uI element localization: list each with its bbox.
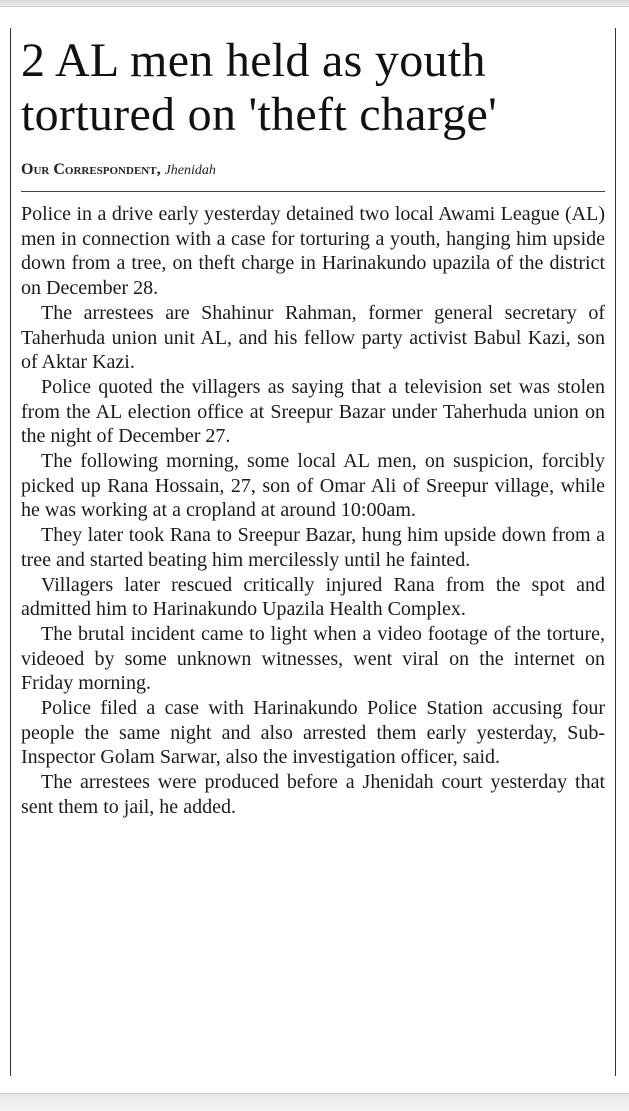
- article-paragraph: The arrestees are Shahinur Rahman, former general secretary of Taherhuda union unit AL, and his fellow party activist Babul Kazi, son of Aktar Kazi.: [21, 301, 605, 374]
- byline-divider: [21, 191, 605, 192]
- article-paragraph: They later took Rana to Sreepur Bazar, hung him upside down from a tree and started beating him mercilessly until he fainted.: [21, 524, 605, 571]
- article-paragraph: Villagers later rescued critically injured Rana from the spot and admitted him to Harinakundo Upazila Health Complex.: [21, 573, 605, 621]
- article-body: [21, 202, 605, 820]
- byline-author: Our Correspondent,: [21, 161, 161, 178]
- article-paragraph: Police quoted the villagers as saying that a television set was stolen from the AL election office at Sreepur Bazar under Taherhuda union on the night of December 27.: [21, 375, 605, 448]
- byline-dateline: Jhenidah: [164, 163, 216, 178]
- page-top-border: [0, 0, 629, 7]
- article-headline: 2 AL men held as youth tortured on 'theft charge': [21, 34, 498, 141]
- article-paragraph: Police filed a case with Harinakundo Police Station accusing four people the same night and also arrested them early yesterday, Sub-Inspector Golam Sarwar, also the investigation officer, said.: [21, 697, 605, 769]
- news-article: [10, 28, 616, 1076]
- page-bottom-border: [0, 1093, 629, 1111]
- article-byline: [21, 160, 605, 181]
- article-paragraph: Police in a drive early yesterday detained two local Awami League (AL) men in connection with a case for torturing a youth, hanging him upside down from a tree, on theft charge in Harinakundo upazila of the district on December 28.: [21, 203, 605, 300]
- article-paragraph: The following morning, some local AL men, on suspicion, forcibly picked up Rana Hossain, 27, son of Omar Ali of Sreepur village, while he was working at a cropland at around 10:00am.: [21, 450, 605, 522]
- article-paragraph: The arrestees were produced before a Jhenidah court yesterday that sent them to jail, he added.: [21, 771, 605, 818]
- article-paragraph: The brutal incident came to light when a video footage of the torture, videoed by some unknown witnesses, went viral on the internet on Friday morning.: [21, 622, 605, 695]
